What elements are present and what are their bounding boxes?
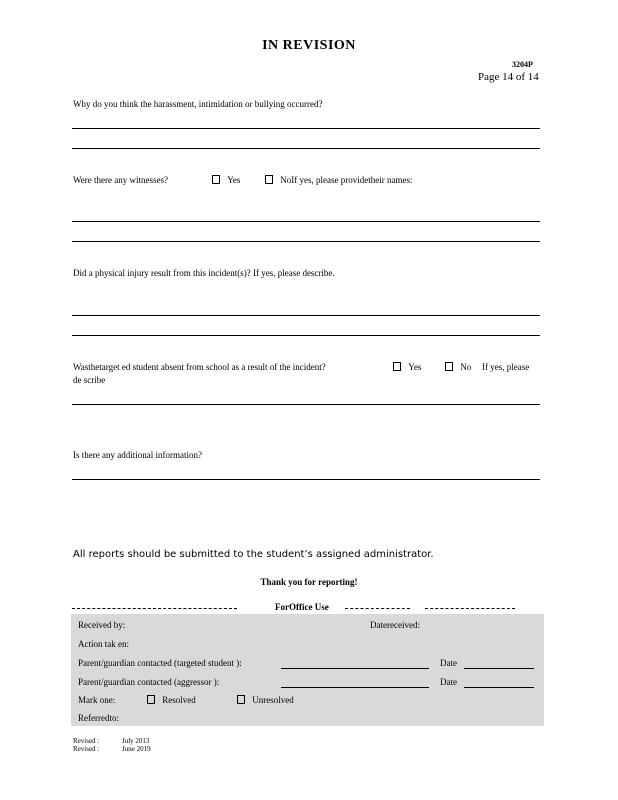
date-aggressor-line[interactable] — [464, 687, 534, 688]
revision-label-1: Revised : — [73, 737, 100, 745]
date-received-label: Datereceived: — [370, 620, 420, 630]
absent-yes-option[interactable] — [393, 362, 421, 372]
thank-you-text: Thank you for reporting! — [260, 577, 358, 587]
question-physical-injury: Did a physical injury result from this incident(s)? If yes, please describe. — [73, 268, 335, 278]
parent-aggressor-label: Parent/guardian contacted (aggressor ): — [78, 677, 220, 687]
checkbox-witnesses-no[interactable] — [265, 175, 273, 184]
referred-to-label: Referredto: — [78, 713, 119, 723]
unresolved-label: Unresolved — [252, 695, 294, 705]
submission-notice: All reports should be submitted to the student’s assigned administrator. — [73, 549, 434, 560]
office-divider-mid — [345, 608, 410, 609]
mark-one-label: Mark one: — [78, 695, 116, 705]
witnesses-yes-label: Yes — [227, 175, 241, 185]
question-witnesses: Were there any witnesses? — [73, 175, 168, 185]
answer-line-injury-1[interactable] — [72, 315, 540, 316]
resolved-option[interactable] — [147, 695, 196, 705]
office-divider-left — [72, 608, 237, 609]
checkbox-unresolved[interactable] — [237, 695, 245, 704]
action-taken-label: Action tak en: — [78, 639, 129, 649]
parent-targeted-line[interactable] — [281, 668, 429, 669]
page-number: Page 14 of 14 — [478, 71, 539, 83]
parent-targeted-label: Parent/guardian contacted (targeted student ): — [78, 658, 242, 668]
page-title: IN REVISION — [262, 38, 356, 53]
form-code: 3204P — [512, 60, 533, 69]
resolved-label: Resolved — [162, 695, 196, 705]
question-why-occurred: Why do you think the harassment, intimidation or bullying occurred? — [73, 99, 323, 109]
revision-date-2: June 2019 — [122, 745, 151, 753]
revision-label-2: Revised : — [73, 745, 100, 753]
absent-no-label: No — [460, 362, 472, 372]
date-targeted-label: Date — [440, 658, 457, 668]
answer-line-absent[interactable] — [72, 404, 540, 405]
answer-line-why-1[interactable] — [72, 128, 540, 129]
checkbox-resolved[interactable] — [147, 695, 155, 704]
parent-aggressor-line[interactable] — [281, 687, 429, 688]
answer-line-injury-2[interactable] — [72, 335, 540, 336]
absent-yes-label: Yes — [408, 362, 422, 372]
date-targeted-line[interactable] — [464, 668, 534, 669]
revision-date-1: July 2013 — [122, 737, 150, 745]
answer-line-witnesses-2[interactable] — [72, 241, 540, 242]
checkbox-absent-yes[interactable] — [393, 362, 401, 371]
absent-no-option[interactable] — [445, 362, 471, 372]
absent-if-yes-text: If yes, please — [482, 362, 530, 372]
checkbox-witnesses-yes[interactable] — [212, 175, 220, 184]
checkbox-absent-no[interactable] — [445, 362, 453, 371]
answer-line-why-2[interactable] — [72, 148, 540, 149]
received-by-label: Received by: — [78, 620, 126, 630]
witnesses-yes-option[interactable] — [212, 175, 240, 185]
question-absent: Wasthetarget ed student absent from school as a result of the incident? — [73, 362, 326, 372]
answer-line-additional[interactable] — [72, 479, 540, 480]
answer-line-witnesses-1[interactable] — [72, 221, 540, 222]
witnesses-no-option[interactable] — [265, 175, 412, 185]
absent-describe-text: de scribe — [73, 375, 106, 385]
office-use-panel — [71, 614, 544, 726]
unresolved-option[interactable] — [237, 695, 294, 705]
date-aggressor-label: Date — [440, 677, 457, 687]
witnesses-no-label: NoIf yes, please providetheir names: — [280, 175, 413, 185]
office-use-label: ForOffice Use — [275, 602, 329, 612]
office-divider-right — [425, 608, 515, 609]
question-additional-info: Is there any additional information? — [73, 450, 202, 460]
